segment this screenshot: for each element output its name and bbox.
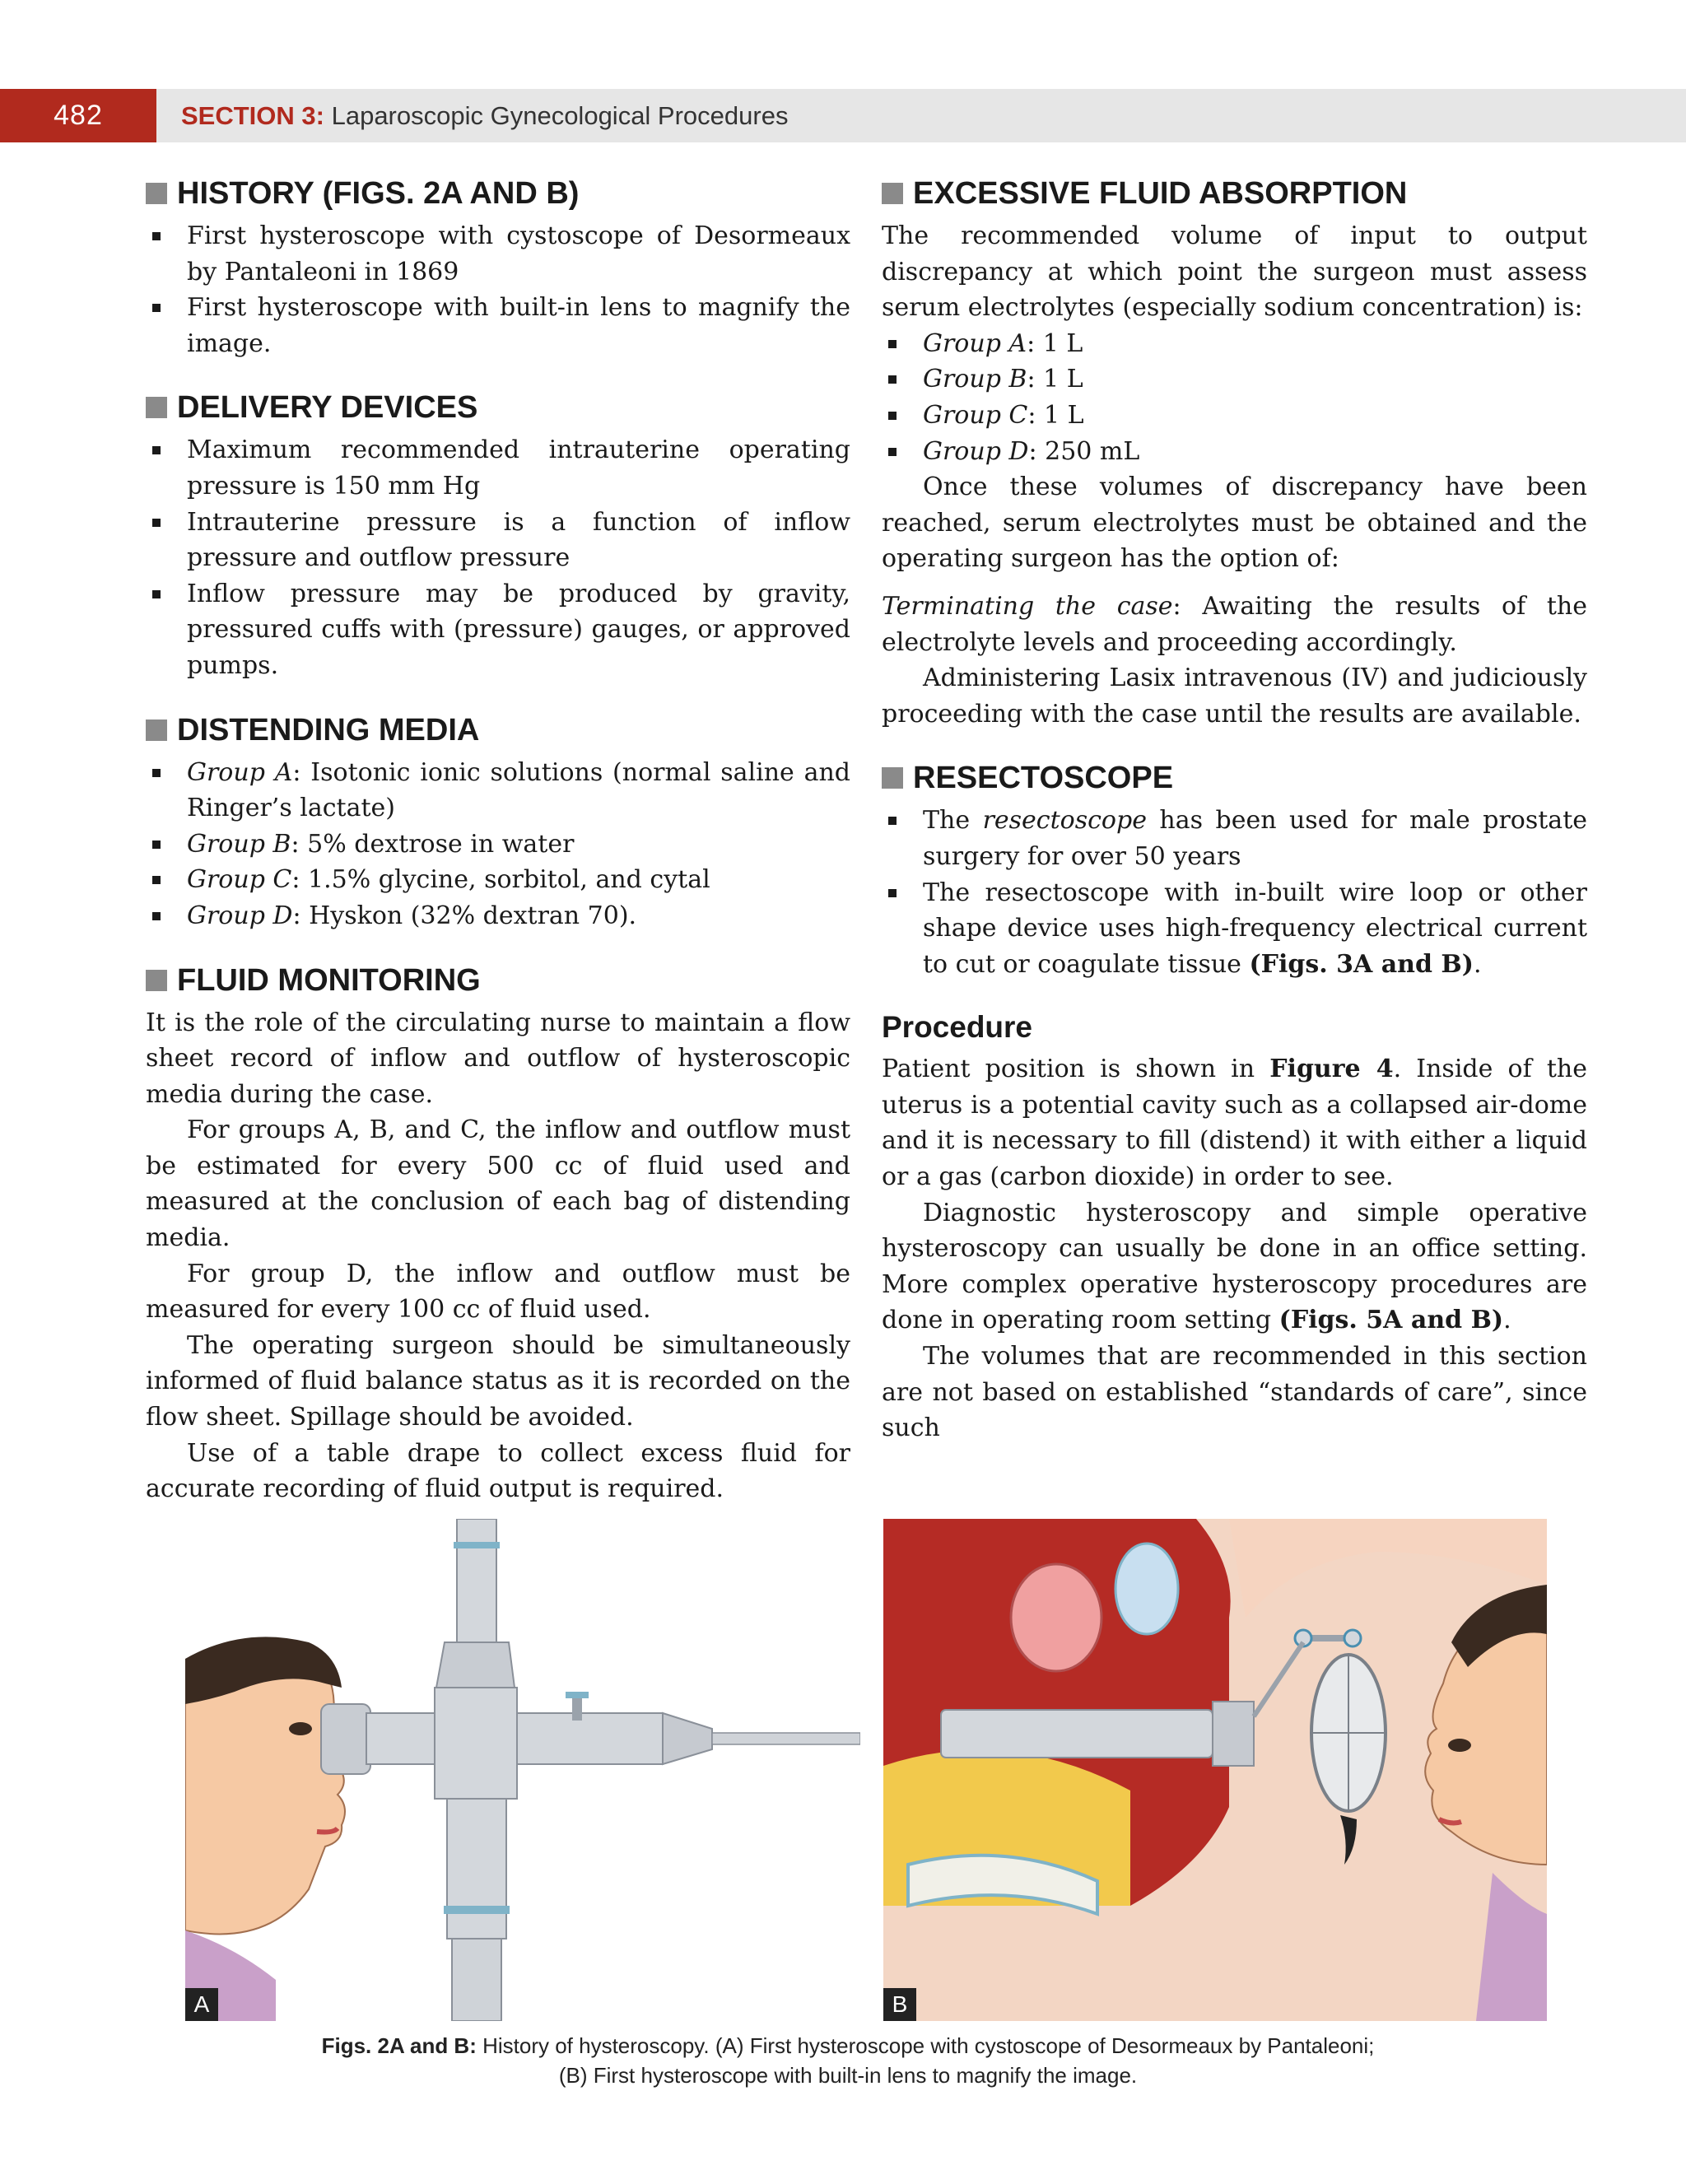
list-item: Group C: 1.5% glycine, sorbitol, and cytal	[146, 862, 850, 898]
paragraph: For groups A, B, and C, the inflow and outflow must be estimated for every 500 cc of fluid used and measured at the conclusion of each bag of distending media.	[146, 1115, 850, 1253]
list-item: The resectoscope has been used for male prostate surgery for over 50 years	[882, 803, 1587, 874]
list-item: First hysteroscope with cystoscope of Desormeaux by Pantaleoni in 1869	[146, 218, 850, 290]
paragraph: For group D, the inflow and outflow must be measured for every 100 cc of fluid used.	[146, 1259, 850, 1325]
heading-square-icon	[146, 183, 167, 204]
list-item: Group D: Hyskon (32% dextran 70).	[146, 898, 850, 934]
paragraph: The volumes that are recommended in this section are not based on established “standards of care”, since such	[882, 1342, 1587, 1443]
absorption-list	[882, 326, 1587, 469]
list-item: Intrauterine pressure is a function of inflow pressure and outflow pressure	[146, 505, 850, 576]
list-item: Maximum recommended intrauterine operating pressure is 150 mm Hg	[146, 432, 850, 504]
distending-heading: DISTENDING MEDIA	[146, 705, 850, 755]
paragraph: Once these volumes of discrepancy have been reached, serum electrolytes must be obtained and the operating surgeon has the option of:	[882, 473, 1587, 574]
delivery-list	[146, 432, 850, 683]
page-number: 482	[0, 89, 156, 142]
figure-label-a: A	[185, 1988, 218, 2021]
monitoring-heading: FLUID MONITORING	[146, 956, 850, 1005]
resectoscope-heading: RESECTOSCOPE	[882, 753, 1587, 803]
history-heading: HISTORY (FIGS. 2A AND B)	[146, 169, 850, 218]
running-header	[0, 89, 1686, 142]
figure-2b-illustration	[883, 1519, 1547, 2021]
paragraph: The recommended volume of input to output discrepancy at which point the surgeon must assess serum electrolytes (especially sodium concentration) is:	[882, 221, 1587, 323]
procedure-heading: Procedure	[882, 1010, 1033, 1045]
paragraph: The operating surgeon should be simultaneously informed of fluid balance status as it is recorded on the flow sheet. Spillage should be avoided.	[146, 1330, 850, 1432]
absorption-heading: EXCESSIVE FLUID ABSORPTION	[882, 169, 1587, 218]
list-item: Group A: 1 L	[882, 326, 1587, 362]
distending-list	[146, 755, 850, 934]
resectoscope-list	[882, 803, 1587, 982]
heading-square-icon	[882, 767, 903, 789]
list-item: Inflow pressure may be produced by gravity, pressured cuffs with (pressure) gauges, or approved pumps.	[146, 576, 850, 684]
figure-caption: Figs. 2A and B: History of hysteroscopy. (A) First hysteroscope with cystoscope of Desormeaux by Pantaleoni; (B) First hysteroscope with built-in lens to magnify the image.	[321, 2033, 1375, 2088]
paragraph: Diagnostic hysteroscopy and simple operative hysteroscopy can usually be done in an office setting. More complex operative hysteroscopy procedures are done in operating room setting (Figs. 5A and B).	[882, 1198, 1587, 1335]
heading-square-icon	[146, 719, 167, 741]
left-column	[146, 169, 850, 1507]
right-column	[882, 169, 1587, 1446]
hysteroscope-desormeaux-illustration	[185, 1519, 860, 2021]
paragraph: Patient position is shown in Figure 4. Inside of the uterus is a potential cavity such as a collapsed air-dome and it is necessary to fill (distend) it with either a liquid or a gas (carbon dioxide) in order to see.	[882, 1055, 1587, 1192]
paragraph: Terminating the case: Awaiting the results of the electrolyte levels and proceeding accordingly.	[882, 591, 1587, 657]
section-lead: SECTION 3:	[181, 101, 324, 130]
section-title	[181, 89, 788, 142]
delivery-heading: DELIVERY DEVICES	[146, 383, 850, 432]
heading-square-icon	[146, 970, 167, 991]
figure-2a-illustration	[185, 1519, 860, 2021]
paragraph: Use of a table drape to collect excess fluid for accurate recording of fluid output is required.	[146, 1438, 850, 1504]
list-item: Group A: Isotonic ionic solutions (normal saline and Ringer’s lactate)	[146, 755, 850, 827]
list-item: The resectoscope with in-built wire loop or other shape device uses high-frequency electrical current to cut or coagulate tissue (Figs. 3A and B).	[882, 875, 1587, 983]
list-item: Group C: 1 L	[882, 398, 1587, 434]
built-in-lens-hysteroscope-illustration	[883, 1519, 1547, 2021]
paragraph: It is the role of the circulating nurse to maintain a flow sheet record of inflow and outflow of hysteroscopic media during the case.	[146, 1008, 850, 1109]
heading-square-icon	[146, 397, 167, 418]
history-list	[146, 218, 850, 361]
section-name: Laparoscopic Gynecological Procedures	[331, 101, 789, 130]
figure-label-b: B	[883, 1988, 916, 2021]
list-item: Group D: 250 mL	[882, 434, 1587, 470]
list-item: First hysteroscope with built-in lens to magnify the image.	[146, 290, 850, 361]
list-item: Group B: 5% dextrose in water	[146, 827, 850, 863]
paragraph: Administering Lasix intravenous (IV) and judiciously proceeding with the case until the results are available.	[882, 664, 1587, 729]
heading-square-icon	[882, 183, 903, 204]
list-item: Group B: 1 L	[882, 361, 1587, 398]
